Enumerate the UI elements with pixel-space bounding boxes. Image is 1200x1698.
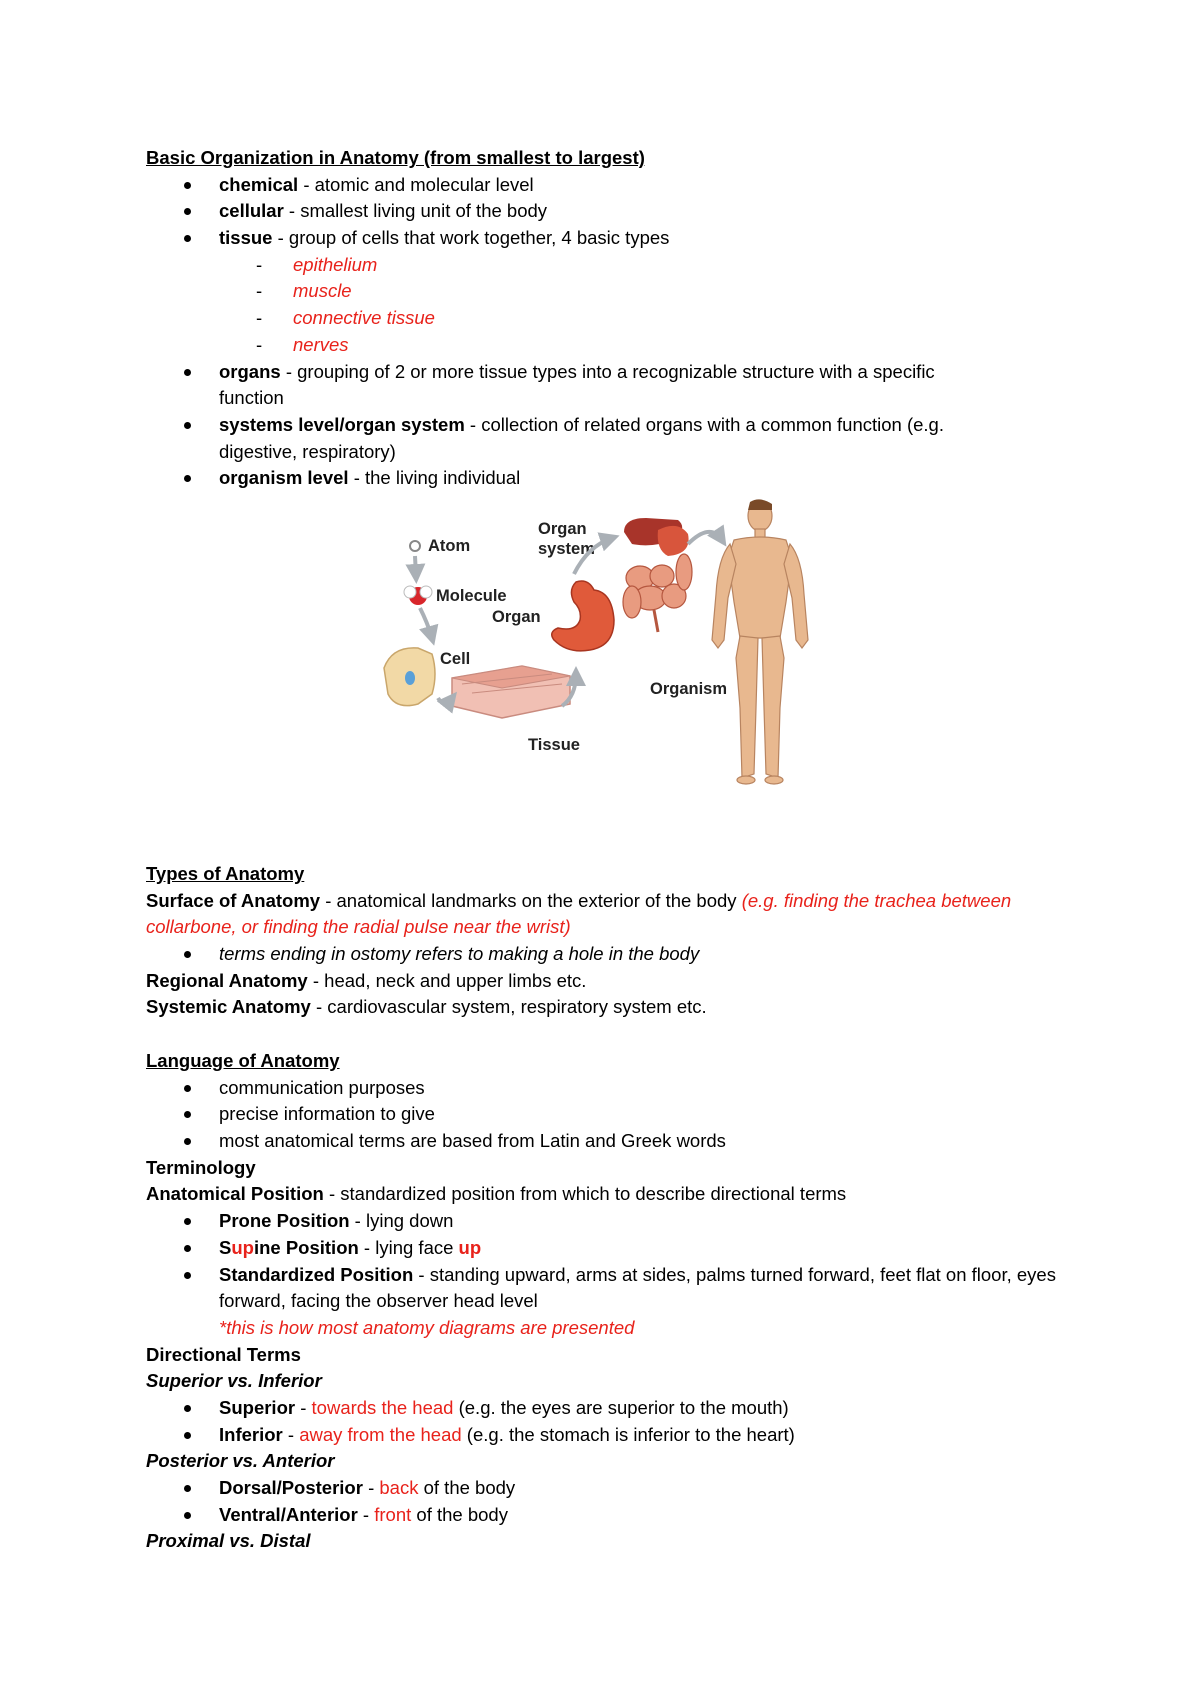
heading-language-of-anatomy: Language of Anatomy	[146, 1050, 340, 1071]
heading-superior-inferior: Superior vs. Inferior	[146, 1370, 322, 1392]
human-body-icon	[712, 499, 808, 784]
list-item-organ-system: systems level/organ system - collection of related organs with a common function (e.g. digestive, respiratory)	[146, 412, 1019, 465]
label-organ: Organ	[492, 608, 541, 626]
bullet-icon	[184, 1085, 191, 1092]
bullet-icon	[184, 422, 191, 429]
heading-types-of-anatomy: Types of Anatomy	[146, 863, 305, 884]
list-item-latin-greek: most anatomical terms are based from Latin and Greek words	[146, 1128, 1056, 1155]
bullet-icon	[184, 369, 191, 376]
list-item-inferior: Inferior - away from the head (e.g. the stomach is inferior to the heart)	[146, 1422, 1056, 1449]
sub-item-muscle: - muscle	[256, 280, 352, 302]
arrow-molecule-cell	[420, 608, 432, 638]
tissue-icon	[452, 666, 570, 718]
bullet-icon	[184, 1245, 191, 1252]
label-cell: Cell	[440, 650, 471, 668]
heading-basic-organization: Basic Organization in Anatomy (from smallest to largest)	[146, 147, 645, 168]
organization-levels-figure	[362, 498, 922, 828]
label-atom: Atom	[428, 537, 471, 555]
surface-anatomy-paragraph: Surface of Anatomy - anatomical landmarks on the exterior of the body (e.g. finding the trachea between collarbone, or finding the radial pulse near the wrist)	[146, 889, 1012, 938]
label-tissue: Tissue	[528, 736, 580, 754]
digestive-system-icon	[623, 518, 692, 632]
bullet-icon	[184, 1138, 191, 1145]
stomach-icon	[552, 581, 614, 651]
list-item-cellular: cellular - smallest living unit of the body	[146, 198, 1056, 225]
bullet-icon	[184, 1218, 191, 1225]
section-language-of-anatomy	[146, 1048, 1056, 1555]
list-item-supine: Supine Position - lying face up	[146, 1235, 1056, 1262]
list-item-organism: organism level - the living individual	[146, 465, 1056, 492]
standardized-note: *this is how most anatomy diagrams are presented	[219, 1316, 635, 1338]
section-types-of-anatomy	[146, 861, 1056, 1021]
list-item-precise-info: precise information to give	[146, 1101, 1056, 1128]
arrow-system-organism	[688, 532, 722, 544]
bullet-icon	[184, 235, 191, 242]
list-item-ventral: Ventral/Anterior - front of the body	[146, 1502, 1056, 1529]
bullet-icon	[184, 208, 191, 215]
label-organ-system-line1: Organ	[538, 520, 587, 538]
heading-terminology: Terminology	[146, 1156, 256, 1178]
atom-icon	[410, 541, 420, 551]
bullet-icon	[184, 951, 191, 958]
systemic-anatomy-line: Systemic Anatomy - cardiovascular system, respiratory system etc.	[146, 996, 707, 1018]
list-item-dorsal: Dorsal/Posterior - back of the body	[146, 1475, 1056, 1502]
list-item-chemical: chemical - atomic and molecular level	[146, 172, 1056, 199]
bullet-icon	[184, 1512, 191, 1519]
arrow-atom-molecule	[415, 556, 416, 576]
sub-item-epithelium: - epithelium	[256, 253, 378, 275]
anatomical-position-line: Anatomical Position - standardized position from which to describe directional terms	[146, 1183, 847, 1205]
regional-anatomy-line: Regional Anatomy - head, neck and upper limbs etc.	[146, 969, 587, 991]
bullet-icon	[184, 1432, 191, 1439]
label-organ-system-line2: system	[538, 540, 595, 558]
sub-item-nerves: - nerves	[256, 333, 349, 355]
molecule-icon	[404, 586, 432, 605]
list-item-prone: Prone Position - lying down	[146, 1208, 1056, 1235]
bullet-icon	[184, 1485, 191, 1492]
list-item-tissue: tissue - group of cells that work together, 4 basic types	[146, 225, 1056, 252]
section-basic-organization	[146, 145, 1056, 492]
sub-item-connective-tissue: - connective tissue	[256, 307, 435, 329]
list-item-communication: communication purposes	[146, 1075, 1056, 1102]
bullet-icon	[184, 1111, 191, 1118]
label-organism: Organism	[650, 680, 728, 698]
list-item-organs: organs - grouping of 2 or more tissue types into a recognizable structure with a specific function	[146, 359, 999, 412]
heading-proximal-distal: Proximal vs. Distal	[146, 1530, 311, 1552]
heading-posterior-anterior: Posterior vs. Anterior	[146, 1450, 335, 1472]
cell-icon	[384, 648, 435, 706]
bullet-icon	[184, 182, 191, 189]
bullet-icon	[184, 1405, 191, 1412]
list-item-superior: Superior - towards the head (e.g. the eyes are superior to the mouth)	[146, 1395, 1056, 1422]
label-molecule: Molecule	[436, 587, 507, 605]
bullet-icon	[184, 1272, 191, 1279]
arrow-cell-tissue	[438, 698, 452, 703]
bullet-icon	[184, 475, 191, 482]
list-item-ostomy: terms ending in ostomy refers to making a hole in the body	[146, 941, 1056, 968]
heading-directional-terms: Directional Terms	[146, 1343, 301, 1365]
list-item-standardized: Standardized Position - standing upward, arms at sides, palms turned forward, feet flat on floor, eyes forward, facing the observer head level	[146, 1262, 1099, 1315]
